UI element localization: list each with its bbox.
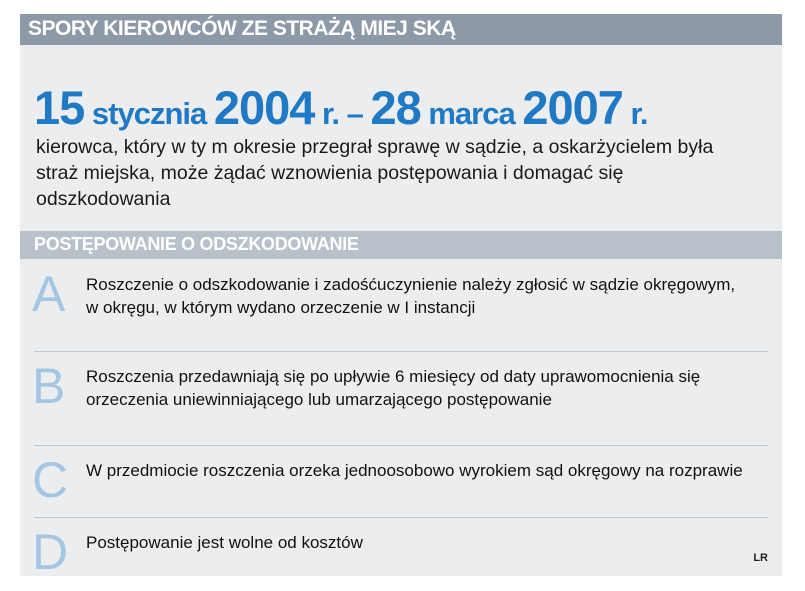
date-range — [34, 80, 647, 135]
item-letter: B — [32, 358, 66, 414]
date-start-day: 15 — [34, 81, 85, 134]
item-letter: A — [32, 266, 66, 322]
item-text: Roszczenia przedawniają się po upływie 6 miesięcy od daty uprawomocnienia się orzeczenia uniewinniającego lub umarzającego postępowanie — [86, 367, 701, 409]
date-start-month: stycznia — [84, 96, 214, 131]
date-end-year: 2007 — [522, 81, 623, 134]
date-end-day: 28 — [370, 81, 421, 134]
section-title: POSTĘPOWANIE O ODSZKODOWANIE — [34, 234, 359, 254]
divider — [34, 517, 768, 518]
item-text: W przedmiocie roszczenia orzeka jednoosobowo wyrokiem sąd okręgowy na rozprawie — [86, 461, 743, 480]
intro-text: kierowca, który w ty m okresie przegrał sprawę w sądzie, a oskarżycielem była straż miejska, może żądać wznowienia postępowania i domagać się odszkodowania — [36, 136, 714, 210]
header-title: SPORY KIEROWCÓW ZE STRAŻĄ MIEJ SKĄ — [28, 17, 456, 40]
header-bar — [20, 14, 782, 45]
item-text: Postępowanie jest wolne od kosztów — [86, 533, 363, 552]
date-end-suffix: r. — [622, 96, 648, 131]
item-letter: C — [32, 452, 69, 508]
date-end-month: marca — [420, 96, 523, 131]
author-credit: LR — [753, 552, 768, 564]
section-bar — [20, 231, 782, 259]
date-separator: r. – — [314, 96, 371, 131]
item-letter: D — [32, 524, 69, 580]
item-text: Roszczenie o odszkodowanie i zadośćuczynienie należy zgłosić w sądzie okręgowym, w okręgu, w którym wydano orzeczenie w I instancji — [86, 275, 736, 317]
divider — [34, 445, 768, 446]
date-start-year: 2004 — [213, 81, 315, 134]
divider — [34, 351, 768, 352]
infographic-card — [20, 14, 782, 580]
